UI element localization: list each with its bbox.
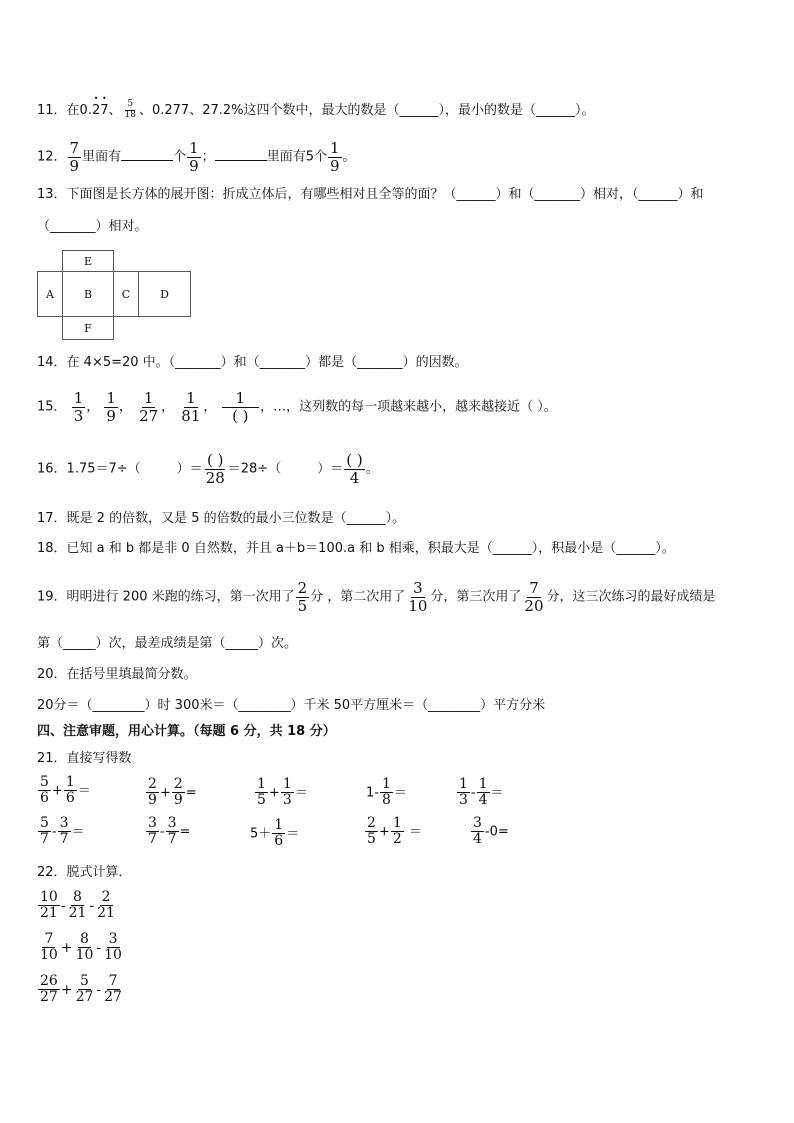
question-21-title: 21．直接写得数 bbox=[37, 751, 132, 766]
face-e: E bbox=[62, 250, 114, 272]
fraction: $\frac{7}{9}$ bbox=[69, 139, 80, 175]
question-19-line2: 第（_____）次，最差成绩是第（_____）次。 bbox=[37, 636, 298, 651]
question-14: 14．在 4×5=20 中。（_______）和（_______）都是（_______）的因数。 bbox=[37, 355, 468, 370]
face-d: D bbox=[138, 271, 191, 317]
face-f: F bbox=[62, 316, 114, 340]
calc-item: $\frac{1}{3}$ - $\frac{1}{4}$ ＝ bbox=[459, 776, 504, 809]
calc-item: $\frac{3}{4}$ -0= bbox=[473, 815, 509, 848]
question-22-title: 22．脱式计算． bbox=[37, 865, 132, 880]
question-19-line1: 19．明明进行 200 米跑的练习，第一次用了 $\frac{2}{5}$ 分 ，第二次用了 $\frac{3}{10}$ 分，第三次用了 $\frac{7}{20}$ 分，这三次练习的最好成绩是 bbox=[37, 579, 716, 615]
expression-1: $\frac{10}{21}$ - $\frac{8}{21}$ - $\frac{2}{21}$ bbox=[40, 889, 115, 922]
calc-item: $\frac{2}{5}$ + $\frac{1}{2}$ ＝ bbox=[367, 815, 422, 848]
question-15: 15． $\frac{1}{3}$ ， $\frac{1}{9}$ ， $\frac{1}{27}$ ， $\frac{1}{81}$ ， $\frac{1}{( )}$ ，…，这列数的每一项越来越小，越来越接近（ ）。 bbox=[37, 389, 557, 425]
calc-item: $\frac{3}{7}$ - $\frac{3}{7}$ = bbox=[148, 815, 191, 848]
question-18: 18．已知 a 和 b 都是非 0 自然数，并且 a＋b＝100.a 和 b 相乘，积最大是（______），积最小是（______）。 bbox=[37, 541, 675, 556]
question-13-line1: 13．下面图是长方体的展开图：折成立体后，有哪些相对且全等的面？（______）和（_______）相对，（______）和 bbox=[37, 187, 704, 202]
question-11: 11．在0.• 2• 7、 $\frac{5}{18}$ 、0.277、27.2%这四个数中，最大的数是（______），最小的数是（______）。 bbox=[37, 100, 595, 121]
face-b: B bbox=[62, 271, 114, 317]
section-4-title: 四、注意审题，用心计算。（每题 6 分，共 18 分） bbox=[37, 724, 336, 739]
calc-item: 5＋ $\frac{1}{6}$ ＝ bbox=[250, 817, 300, 850]
question-13-line2: （_______）相对。 bbox=[37, 219, 148, 234]
question-17: 17．既是 2 的倍数，又是 5 的倍数的最小三位数是（______）。 bbox=[37, 511, 406, 526]
face-c: C bbox=[113, 271, 139, 317]
fraction: $\frac{1}{9}$ bbox=[329, 139, 340, 175]
expression-2: $\frac{7}{10}$ + $\frac{8}{10}$ - $\frac{3}{10}$ bbox=[40, 931, 122, 964]
face-a: A bbox=[37, 271, 63, 317]
expression-3: $\frac{26}{27}$ + $\frac{5}{27}$ - $\frac{7}{27}$ bbox=[40, 973, 122, 1006]
calc-item: $\frac{5}{6}$ + $\frac{1}{6}$ ＝ bbox=[40, 774, 91, 807]
calc-item: 1- $\frac{1}{8}$ ＝ bbox=[366, 776, 407, 809]
fraction: $\frac{5}{18}$ bbox=[124, 99, 136, 120]
question-12: 12． $\frac{7}{9}$ 里面有 个 $\frac{1}{9}$ ； 里面有5个 $\frac{1}{9}$ 。 bbox=[37, 139, 356, 175]
fraction: $\frac{1}{9}$ bbox=[189, 139, 199, 175]
question-20-title: 20．在括号里填最简分数。 bbox=[37, 667, 197, 682]
question-20-line: 20分＝（________）时 300米＝（________）千米 50平方厘米＝（________）平方分米 bbox=[37, 698, 546, 713]
calc-item: $\frac{5}{7}$ - $\frac{3}{7}$ ＝ bbox=[40, 815, 85, 848]
question-16: 16．1.75＝7÷（ ）＝ $\frac{( )}{28}$ ＝28÷（ ）＝ $\frac{( )}{4}$ 。 bbox=[37, 451, 379, 487]
calc-item: $\frac{2}{9}$ + $\frac{2}{9}$ = bbox=[148, 776, 197, 809]
cuboid-net-diagram bbox=[37, 250, 197, 342]
calc-item: $\frac{1}{5}$ + $\frac{1}{3}$ ＝ bbox=[257, 776, 308, 809]
